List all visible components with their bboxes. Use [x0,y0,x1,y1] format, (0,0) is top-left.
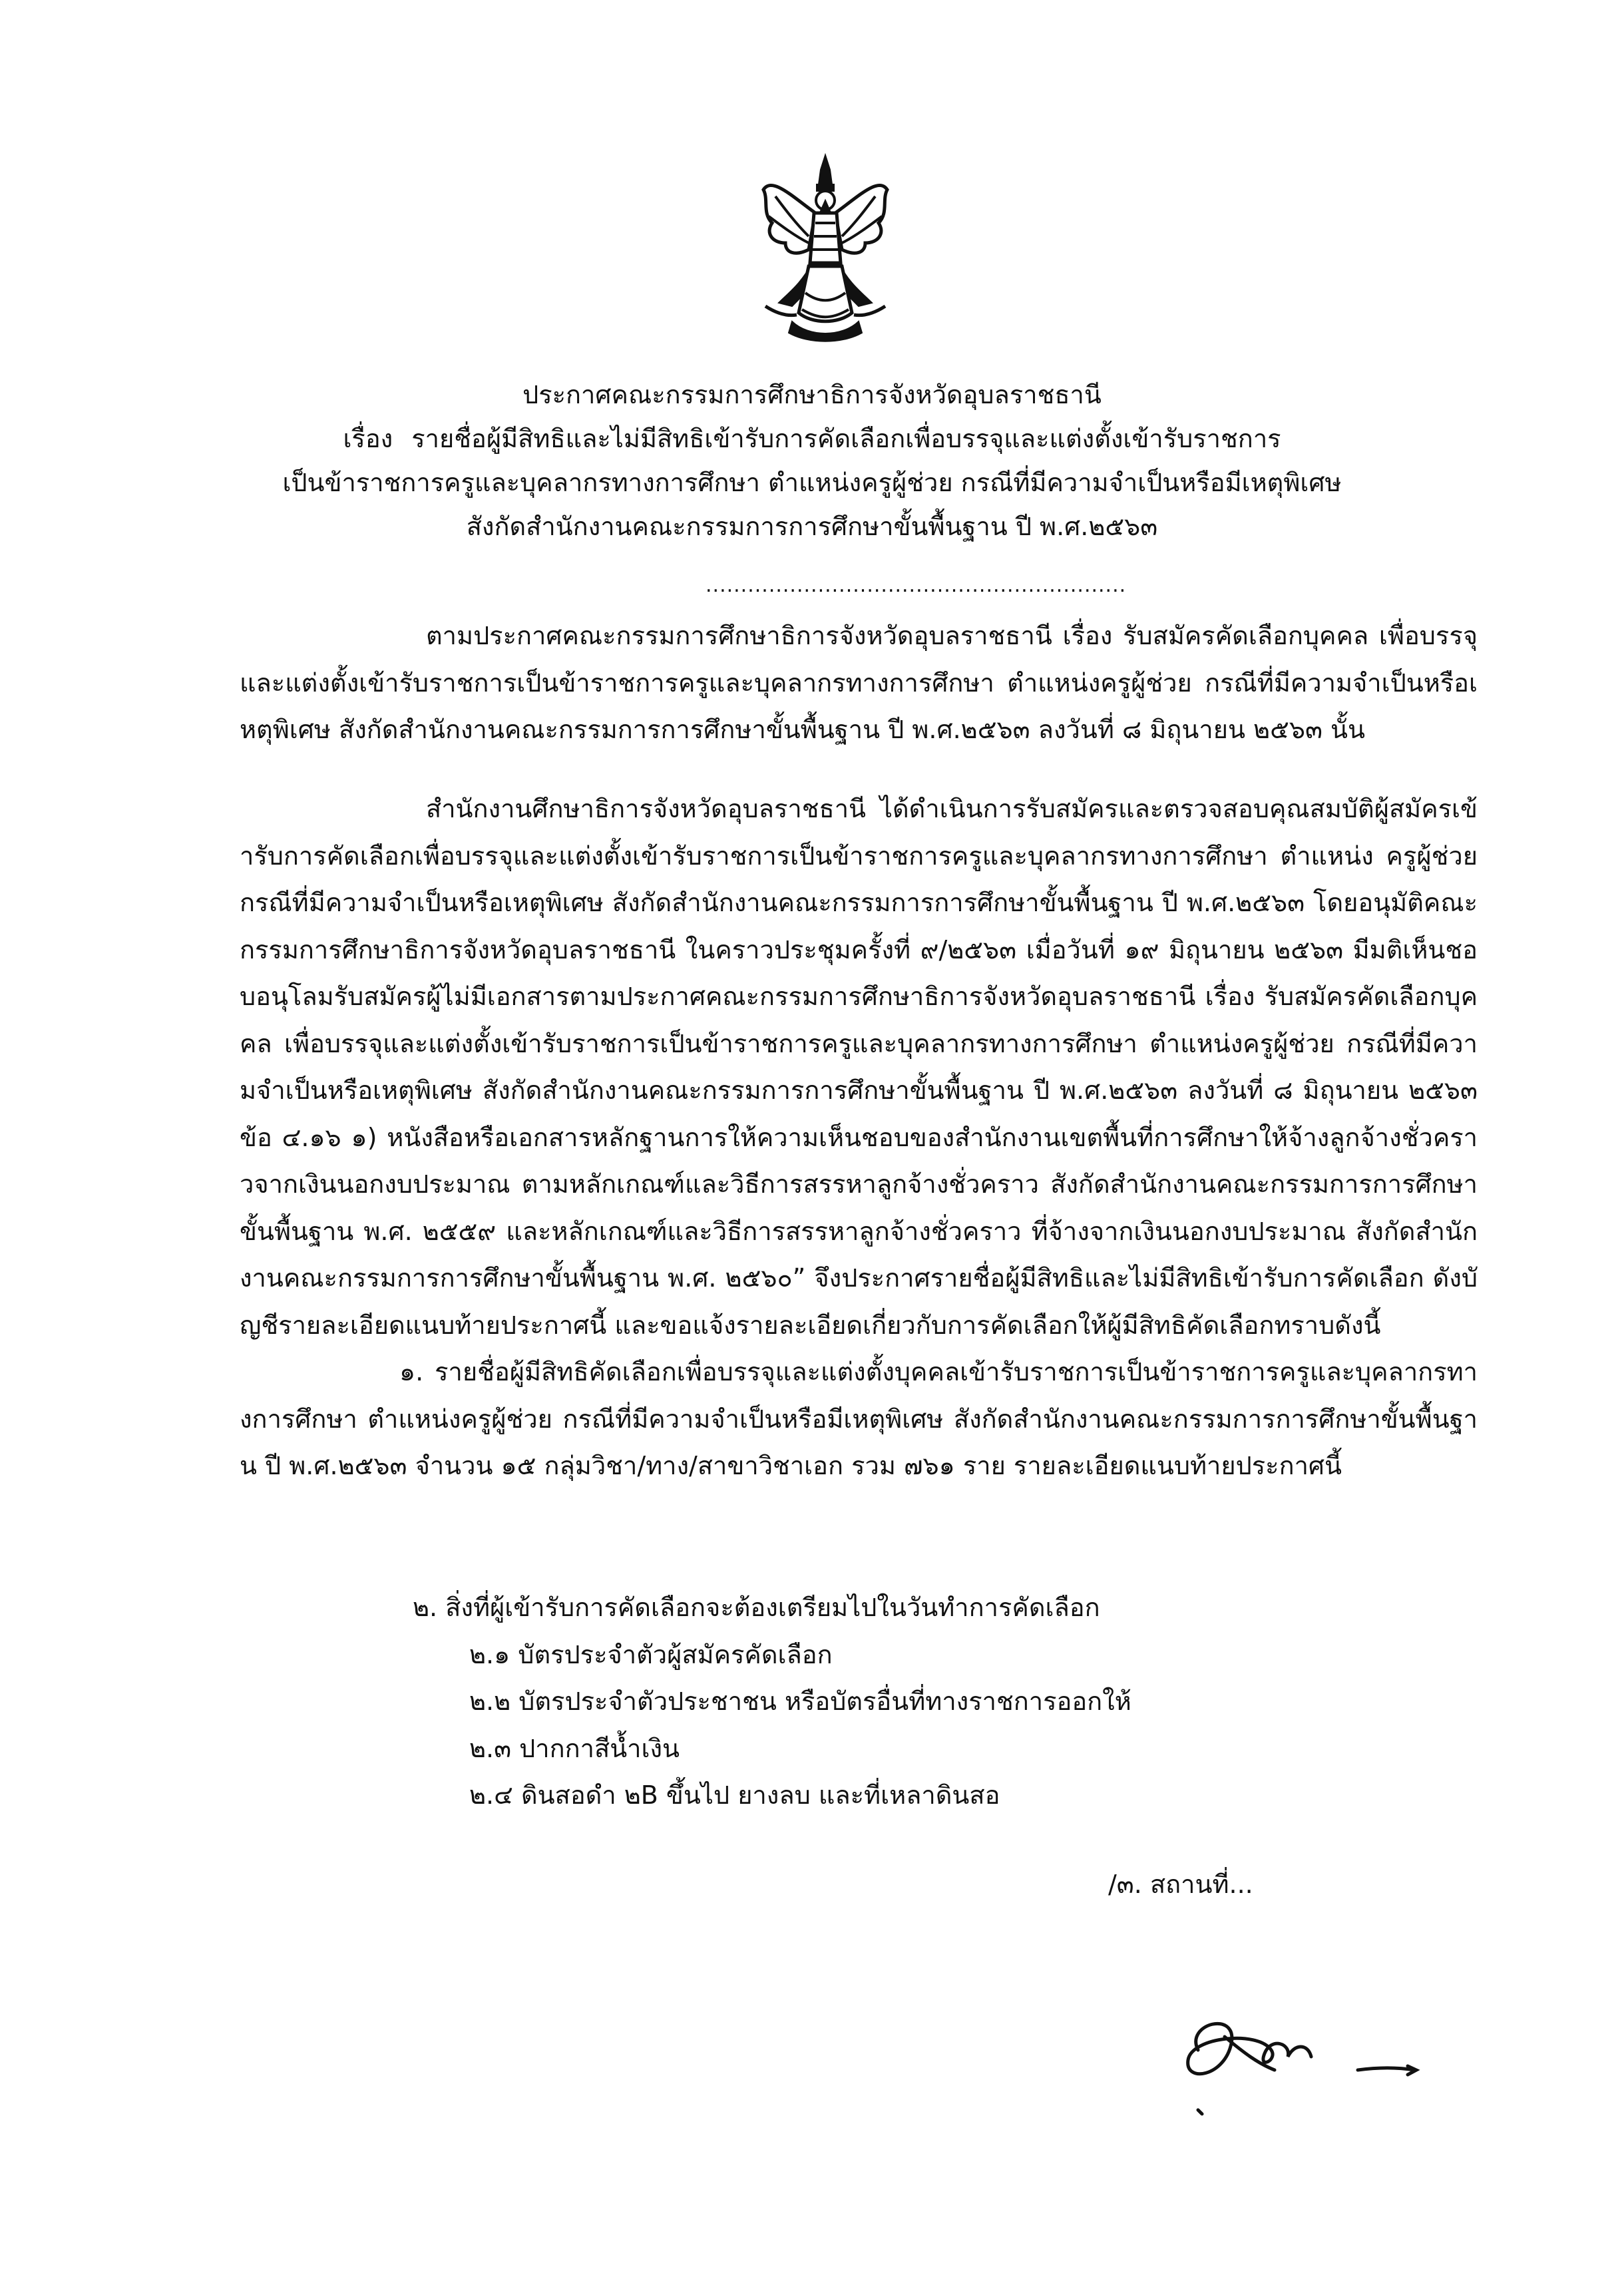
paragraph-1-block [240,612,1478,753]
list-item-2-1: ๒.๑ บัตรประจำตัวผู้สมัครคัดเลือก [469,1639,833,1669]
paragraph-2-block [240,785,1478,1490]
list-item-1: ๑. รายชื่อผู้มีสิทธิคัดเลือกเพื่อบรรจุและแต่งตั้งบุคคลเข้ารับราชการเป็นข้าราชการครูและบุคลากรทางการศึกษา ตำแหน่งครูผู้ช่วย กรณีที่มีความจำเป็นหรือมีเหตุพิเศษ สังกัดสำนักงานคณะกรรมการการศึกษาขั้นพื้นฐาน ปี พ.ศ.๒๕๖๓ จำนวน ๑๕ กลุ่มวิชา/ทาง/สาขาวิชาเอก รวม ๗๖๑ ราย รายละเอียดแนบท้ายประกาศนี้ [240,1357,1478,1480]
continuation-note: /๓. สถานที่... [1108,1870,1253,1899]
list-item-2-2: ๒.๒ บัตรประจำตัวประชาชน หรือบัตรอื่นที่ทางราชการออกให้ [469,1687,1131,1716]
list-item-2: ๒. สิ่งที่ผู้เข้ารับการคัดเลือกจะต้องเตรียมไปในวันทำการคัดเลือก [413,1593,1100,1622]
subject-label: เรื่อง [343,424,393,453]
subject-line-1 [200,417,1424,461]
signature-icon [1158,1997,1424,2150]
list-item-2-block [413,1584,1131,1819]
subject-line-2: เป็นข้าราชการครูและบุคลากรทางการศึกษา ตำแหน่งครูผู้ช่วย กรณีที่มีความจำเป็นหรือมีเหตุพิเศษ [282,468,1342,497]
paragraph-2: สำนักงานศึกษาธิการจังหวัดอุบลราชธานี ได้ดำเนินการรับสมัครและตรวจสอบคุณสมบัติผู้สมัครเข้ารับการคัดเลือกเพื่อบรรจุและแต่งตั้งเข้ารับราชการเป็นข้าราชการครูและบุคลากรทางการศึกษา ตำแหน่ง ครูผู้ช่วย กรณีที่มีความจำเป็นหรือเหตุพิเศษ สังกัดสำนักงานคณะกรรมการการศึกษาขั้นพื้นฐาน ปี พ.ศ.๒๕๖๓ โดยอนุมัติคณะกรรมการศึกษาธิการจังหวัดอุบลราชธานี ในคราวประชุมครั้งที่ ๙/๒๕๖๓ เมื่อวันที่ ๑๙ มิถุนายน ๒๕๖๓ มีมติเห็นชอบอนุโลมรับสมัครผู้ไม่มีเอกสารตามประกาศคณะกรรมการศึกษาธิการจังหวัดอุบลราชธานี เรื่อง รับสมัครคัดเลือกบุคคล เพื่อบรรจุและแต่งตั้งเข้ารับราชการเป็นข้าราชการครูและบุคลากรทางการศึกษา ตำแหน่งครูผู้ช่วย กรณีที่มีความจำเป็นหรือเหตุพิเศษ สังกัดสำนักงานคณะกรรมการการศึกษาขั้นพื้นฐาน ปี พ.ศ.๒๕๖๓ ลงวันที่ ๘ มิถุนายน ๒๕๖๓ ข้อ ๔.๑๖ ๑) หนังสือหรือเอกสารหลักฐานการให้ความเห็นชอบของสำนักงานเขตพื้นที่การศึกษาให้จ้างลูกจ้างชั่วคราวจากเงินนอกงบประมาณ ตามหลักเกณฑ์และวิธีการสรรหาลูกจ้างชั่วคราว สังกัดสำนักงานคณะกรรมการการศึกษาขั้นพื้นฐาน พ.ศ. ๒๕๕๙ และหลักเกณฑ์และวิธีการสรรหาลูกจ้างชั่วคราว ที่จ้างจากเงินนอกงบประมาณ สังกัดสำนักงานคณะกรรมการการศึกษาขั้นพื้นฐาน พ.ศ. ๒๕๖๐” จึงประกาศรายชื่อผู้มีสิทธิและไม่มีสิทธิเข้ารับการคัดเลือก ดังบัญชีรายละเอียดแนบท้ายประกาศนี้ และขอแจ้งรายละเอียดเกี่ยวกับการคัดเลือกให้ผู้มีสิทธิคัดเลือกทราบดังนี้ [240,794,1478,1340]
list-item-2-3: ๒.๓ ปากกาสีน้ำเงิน [469,1733,680,1763]
list-item-2-4: ๒.๔ ดินสอดำ ๒B ขึ้นไป ยางลบ และที่เหลาดินสอ [469,1780,1000,1810]
subject-text-1: รายชื่อผู้มีสิทธิและไม่มีสิทธิเข้ารับการคัดเลือกเพื่อบรรจุและแต่งตั้งเข้ารับราชการ [411,424,1281,453]
announcement-header [200,373,1424,548]
announcement-title: ประกาศคณะกรรมการศึกษาธิการจังหวัดอุบลราชธานี [522,380,1102,409]
subject-line-3: สังกัดสำนักงานคณะกรรมการการศึกษาขั้นพื้นฐาน ปี พ.ศ.๒๕๖๓ [466,512,1158,541]
paragraph-1: ตามประกาศคณะกรรมการศึกษาธิการจังหวัดอุบลราชธานี เรื่อง รับสมัครคัดเลือกบุคคล เพื่อบรรจุและแต่งตั้งเข้ารับราชการเป็นข้าราชการครูและบุคลากรทางการศึกษา ตำแหน่งครูผู้ช่วย กรณีที่มีความจำเป็นหรือเหตุพิเศษ สังกัดสำนักงานคณะกรรมการการศึกษาขั้นพื้นฐาน ปี พ.ศ.๒๕๖๓ ลงวันที่ ๘ มิถุนายน ๒๕๖๓ นั้น [240,621,1478,744]
header-separator: ............................................................ [706,574,1127,597]
garuda-emblem-icon [755,150,895,343]
